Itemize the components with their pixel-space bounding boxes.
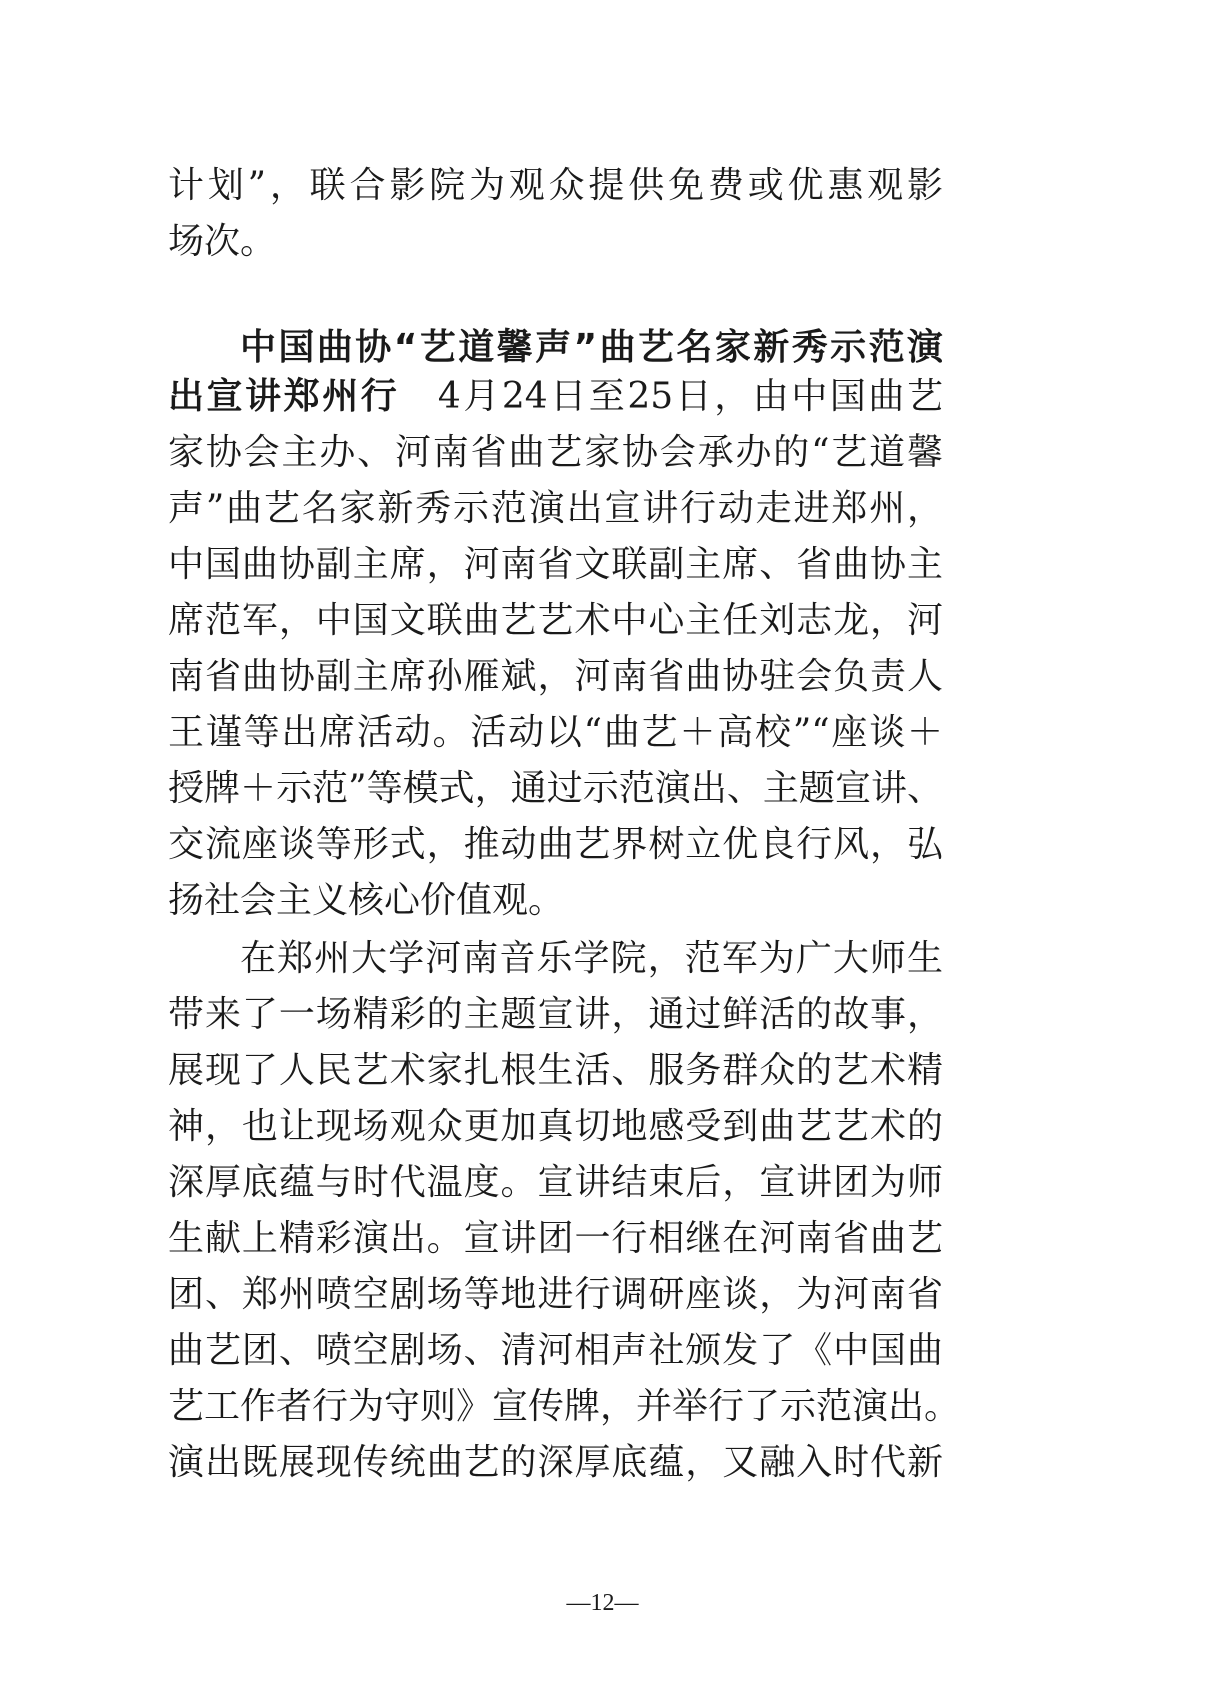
body-text-line: 带来了一场精彩的主题宣讲，通过鲜活的故事， [168, 994, 943, 1035]
body-text-line: 在郑州大学河南音乐学院，范军为广大师生 [240, 938, 943, 979]
body-text-line: 扬社会主义核心价值观。 [168, 880, 565, 921]
section-heading-tail: 出宣讲郑州行 [168, 376, 400, 417]
body-text-line: 艺工作者行为守则》宣传牌，并举行了示范演出。 [168, 1386, 961, 1427]
body-text-line: 授牌＋示范”等模式，通过示范演出、主题宣讲、 [168, 768, 943, 809]
body-text-line: 演出既展现传统曲艺的深厚底蕴，又融入时代新 [168, 1442, 943, 1483]
section-heading: 中国曲协“艺道馨声”曲艺名家新秀示范演 [240, 327, 943, 368]
body-text-line: 深厚底蕴与时代温度。宣讲结束后，宣讲团为师 [168, 1162, 943, 1203]
body-text-line: 交流座谈等形式，推动曲艺界树立优良行风，弘 [168, 824, 943, 865]
body-text-line: 声”曲艺名家新秀示范演出宣讲行动走进郑州， [168, 488, 943, 529]
page-number: —12— [566, 1590, 639, 1616]
body-text-line: 展现了人民艺术家扎根生活、服务群众的艺术精 [168, 1050, 943, 1091]
body-text-line: 生献上精彩演出。宣讲团一行相继在河南省曲艺 [168, 1218, 943, 1259]
section-heading-line [168, 369, 943, 425]
body-text-line: 南省曲协副主席孙雁斌，河南省曲协驻会负责人 [168, 656, 943, 697]
body-text-line: 王谨等出席活动。活动以“曲艺＋高校”“座谈＋ [168, 712, 943, 753]
body-text-line: 曲艺团、喷空剧场、清河相声社颁发了《中国曲 [168, 1330, 943, 1371]
body-text-line: 家协会主办、河南省曲艺家协会承办的“艺道馨 [168, 432, 943, 473]
body-text-line: 神，也让现场观众更加真切地感受到曲艺艺术的 [168, 1106, 943, 1147]
body-text-line: 中国曲协副主席，河南省文联副主席、省曲协主 [168, 544, 943, 585]
body-text-inline: 4月24日至25日，由中国曲艺 [399, 376, 943, 417]
body-text-line: 席范军，中国文联曲艺艺术中心主任刘志龙，河 [168, 600, 943, 641]
body-text-line: 计划”，联合影院为观众提供免费或优惠观影 [168, 165, 943, 206]
body-text-line: 场次。 [168, 221, 277, 262]
body-text-line: 团、郑州喷空剧场等地进行调研座谈，为河南省 [168, 1274, 943, 1315]
